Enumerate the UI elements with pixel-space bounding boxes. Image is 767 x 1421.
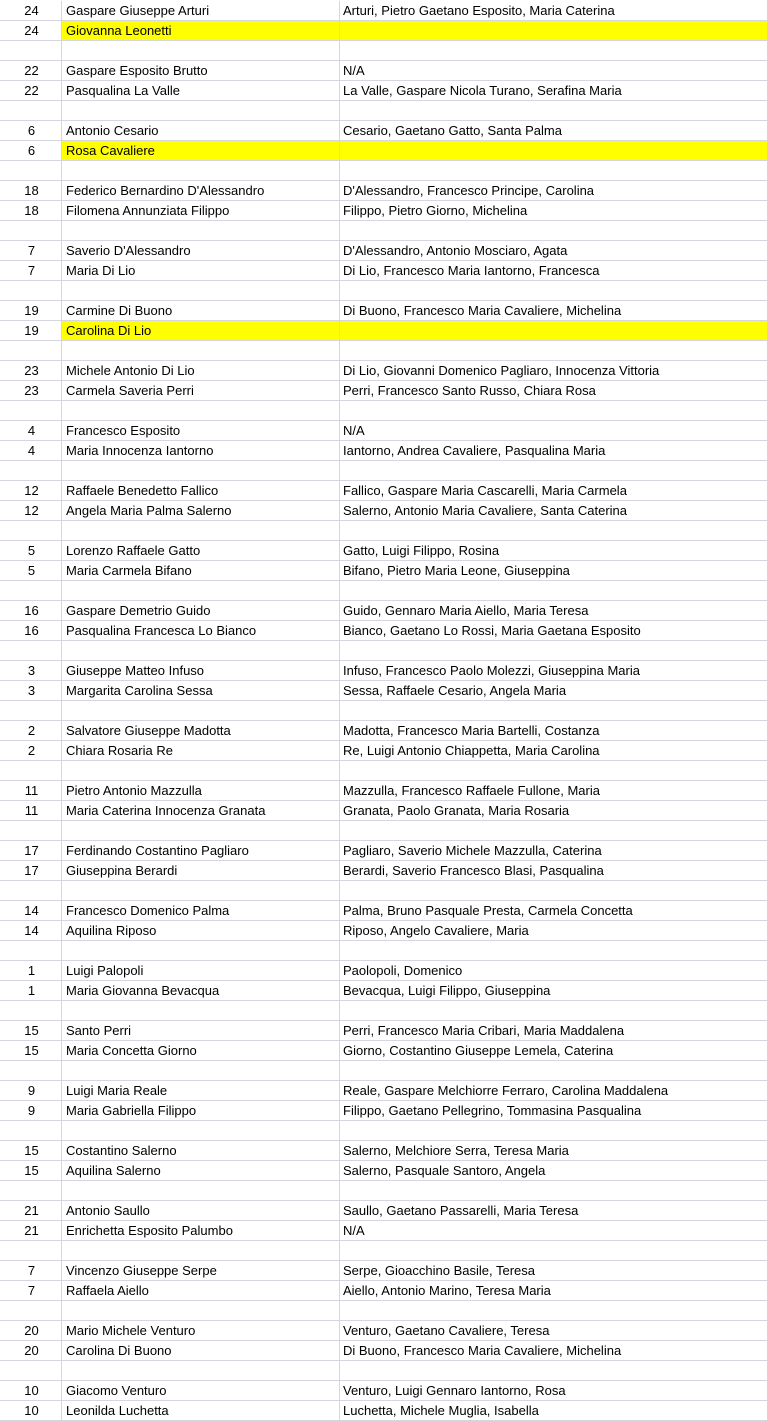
blank-row <box>0 1181 767 1201</box>
number-cell[interactable]: 18 <box>0 181 62 200</box>
table-row <box>0 1021 767 1041</box>
name-cell[interactable]: Aquilina Riposo <box>62 921 340 940</box>
parents-cell[interactable] <box>340 1061 767 1080</box>
parents-cell[interactable]: Venturo, Gaetano Cavaliere, Teresa <box>343 1323 550 1338</box>
name-cell[interactable] <box>62 161 340 180</box>
table-row <box>0 1381 767 1401</box>
name-cell[interactable]: Chiara Rosaria Re <box>62 741 340 760</box>
parents-cell[interactable]: N/A <box>343 63 365 78</box>
name-cell[interactable]: Pietro Antonio Mazzulla <box>62 781 340 800</box>
number-cell[interactable]: 11 <box>0 801 62 820</box>
parents-cell[interactable]: Di Buono, Francesco Maria Cavaliere, Michelina <box>343 303 622 318</box>
name-cell[interactable]: Maria Innocenza Iantorno <box>62 441 340 460</box>
name-cell[interactable]: Giovanna Leonetti <box>62 21 340 40</box>
name-cell[interactable]: Gaspare Esposito Brutto <box>62 61 340 80</box>
table-row <box>0 661 767 681</box>
number-cell[interactable]: 21 <box>0 1221 62 1240</box>
number-cell[interactable]: 3 <box>0 661 62 680</box>
parents-cell[interactable]: Berardi, Saverio Francesco Blasi, Pasqualina <box>343 863 604 878</box>
name-cell[interactable]: Ferdinando Costantino Pagliaro <box>62 841 340 860</box>
number-cell[interactable]: 15 <box>0 1021 62 1040</box>
name-cell[interactable]: Luigi Palopoli <box>62 961 340 980</box>
name-cell[interactable]: Francesco Esposito <box>62 421 340 440</box>
blank-row <box>0 521 767 541</box>
number-cell[interactable]: 4 <box>0 421 62 440</box>
parents-cell[interactable] <box>340 701 767 720</box>
number-cell[interactable]: 5 <box>0 541 62 560</box>
table-row <box>0 201 767 221</box>
blank-row <box>0 341 767 361</box>
table-row <box>0 921 767 941</box>
name-cell[interactable]: Francesco Domenico Palma <box>62 901 340 920</box>
name-cell[interactable]: Maria Caterina Innocenza Granata <box>62 801 340 820</box>
name-cell[interactable] <box>62 761 340 780</box>
number-cell[interactable]: 16 <box>0 601 62 620</box>
number-cell[interactable]: 24 <box>0 1 62 20</box>
number-cell[interactable] <box>0 521 62 540</box>
number-cell[interactable] <box>0 821 62 840</box>
parents-cell[interactable]: Granata, Paolo Granata, Maria Rosaria <box>343 803 570 818</box>
parents-cell[interactable]: Filippo, Gaetano Pellegrino, Tommasina Pasqualina <box>343 1103 642 1118</box>
table-row <box>0 721 767 741</box>
table-row <box>0 901 767 921</box>
number-cell[interactable]: 22 <box>0 81 62 100</box>
number-cell[interactable]: 11 <box>0 781 62 800</box>
name-cell[interactable]: Gaspare Giuseppe Arturi <box>62 1 340 20</box>
number-cell[interactable] <box>0 401 62 420</box>
table-row <box>0 361 767 381</box>
blank-row <box>0 1301 767 1321</box>
name-cell[interactable]: Maria Giovanna Bevacqua <box>62 981 340 1000</box>
name-cell[interactable]: Gaspare Demetrio Guido <box>62 601 340 620</box>
name-cell[interactable] <box>62 881 340 900</box>
name-cell[interactable]: Luigi Maria Reale <box>62 1081 340 1100</box>
name-cell[interactable]: Costantino Salerno <box>62 1141 340 1160</box>
parents-cell[interactable] <box>340 281 767 300</box>
number-cell[interactable]: 7 <box>0 241 62 260</box>
blank-row <box>0 1121 767 1141</box>
table-row <box>0 1101 767 1121</box>
number-cell[interactable]: 18 <box>0 201 62 220</box>
parents-cell[interactable] <box>340 341 767 360</box>
number-cell[interactable]: 19 <box>0 321 62 340</box>
name-cell[interactable] <box>62 941 340 960</box>
number-cell[interactable]: 14 <box>0 921 62 940</box>
parents-cell[interactable]: Arturi, Pietro Gaetano Esposito, Maria Caterina <box>343 3 615 18</box>
number-cell[interactable]: 1 <box>0 961 62 980</box>
parents-cell[interactable]: Salerno, Pasquale Santoro, Angela <box>343 1163 546 1178</box>
name-cell[interactable] <box>62 1121 340 1140</box>
name-cell[interactable] <box>62 101 340 120</box>
table-row <box>0 561 767 581</box>
name-cell[interactable] <box>62 221 340 240</box>
table-row <box>0 241 767 261</box>
parents-cell[interactable]: Guido, Gennaro Maria Aiello, Maria Teresa <box>343 603 589 618</box>
parents-cell[interactable]: Pagliaro, Saverio Michele Mazzulla, Caterina <box>343 843 602 858</box>
number-cell[interactable]: 15 <box>0 1141 62 1160</box>
name-cell[interactable] <box>62 701 340 720</box>
table-row <box>0 1161 767 1181</box>
number-cell[interactable]: 1 <box>0 981 62 1000</box>
number-cell[interactable] <box>0 701 62 720</box>
name-cell[interactable] <box>62 461 340 480</box>
name-cell[interactable]: Mario Michele Venturo <box>62 1321 340 1340</box>
parents-cell[interactable]: Perri, Francesco Maria Cribari, Maria Maddalena <box>343 1023 625 1038</box>
table-row <box>0 121 767 141</box>
name-cell[interactable]: Raffaela Aiello <box>62 1281 340 1300</box>
parents-cell[interactable]: Bianco, Gaetano Lo Rossi, Maria Gaetana Esposito <box>343 623 641 638</box>
parents-cell[interactable]: D'Alessandro, Antonio Mosciaro, Agata <box>343 243 568 258</box>
number-cell[interactable]: 24 <box>0 21 62 40</box>
blank-row <box>0 161 767 181</box>
blank-row <box>0 1001 767 1021</box>
number-cell[interactable]: 20 <box>0 1341 62 1360</box>
parents-cell[interactable] <box>340 461 767 480</box>
highlighted-row <box>0 321 767 341</box>
name-cell[interactable]: Aquilina Salerno <box>62 1161 340 1180</box>
number-cell[interactable]: 16 <box>0 621 62 640</box>
parents-cell[interactable]: Infuso, Francesco Paolo Molezzi, Giuseppina Maria <box>343 663 640 678</box>
name-cell[interactable]: Filomena Annunziata Filippo <box>62 201 340 220</box>
highlighted-row <box>0 141 767 161</box>
blank-row <box>0 221 767 241</box>
name-cell[interactable] <box>62 41 340 60</box>
parents-cell[interactable]: N/A <box>343 423 365 438</box>
blank-row <box>0 1061 767 1081</box>
name-cell[interactable]: Maria Di Lio <box>62 261 340 280</box>
number-cell[interactable] <box>0 1301 62 1320</box>
parents-cell[interactable]: Bevacqua, Luigi Filippo, Giuseppina <box>343 983 551 998</box>
number-cell[interactable]: 23 <box>0 381 62 400</box>
name-cell[interactable]: Carmine Di Buono <box>62 301 340 320</box>
name-cell[interactable]: Michele Antonio Di Lio <box>62 361 340 380</box>
parents-cell[interactable]: Salerno, Antonio Maria Cavaliere, Santa Caterina <box>343 503 627 518</box>
name-cell[interactable]: Giuseppe Matteo Infuso <box>62 661 340 680</box>
number-cell[interactable] <box>0 1361 62 1380</box>
table-row <box>0 441 767 461</box>
table-row <box>0 1201 767 1221</box>
number-cell[interactable]: 7 <box>0 261 62 280</box>
blank-row <box>0 1241 767 1261</box>
name-cell[interactable]: Margarita Carolina Sessa <box>62 681 340 700</box>
number-cell[interactable] <box>0 281 62 300</box>
parents-cell[interactable] <box>340 321 767 340</box>
parents-cell[interactable]: La Valle, Gaspare Nicola Turano, Serafina Maria <box>343 83 622 98</box>
table-row <box>0 861 767 881</box>
name-cell[interactable]: Saverio D'Alessandro <box>62 241 340 260</box>
name-cell[interactable] <box>62 581 340 600</box>
parents-cell[interactable]: Reale, Gaspare Melchiorre Ferraro, Carolina Maddalena <box>343 1083 669 1098</box>
parents-cell[interactable]: Salerno, Melchiore Serra, Teresa Maria <box>343 1143 569 1158</box>
name-cell[interactable] <box>62 641 340 660</box>
number-cell[interactable] <box>0 221 62 240</box>
table-row <box>0 741 767 761</box>
table-row <box>0 1141 767 1161</box>
table-row <box>0 1221 767 1241</box>
number-cell[interactable] <box>0 1061 62 1080</box>
spreadsheet-grid <box>0 1 767 1421</box>
name-cell[interactable]: Pasqualina La Valle <box>62 81 340 100</box>
parents-cell[interactable] <box>340 21 767 40</box>
number-cell[interactable]: 9 <box>0 1101 62 1120</box>
parents-cell[interactable]: Madotta, Francesco Maria Bartelli, Costanza <box>343 723 600 738</box>
blank-row <box>0 761 767 781</box>
table-row <box>0 841 767 861</box>
name-cell[interactable]: Maria Carmela Bifano <box>62 561 340 580</box>
number-cell[interactable] <box>0 161 62 180</box>
parents-cell[interactable]: Mazzulla, Francesco Raffaele Fullone, Maria <box>343 783 600 798</box>
number-cell[interactable] <box>0 461 62 480</box>
number-cell[interactable]: 2 <box>0 741 62 760</box>
name-cell[interactable]: Leonilda Luchetta <box>62 1401 340 1420</box>
parents-cell[interactable]: Di Lio, Giovanni Domenico Pagliaro, Innocenza Vittoria <box>343 363 660 378</box>
name-cell[interactable]: Giuseppina Berardi <box>62 861 340 880</box>
parents-cell[interactable]: Iantorno, Andrea Cavaliere, Pasqualina Maria <box>343 443 606 458</box>
name-cell[interactable]: Carolina Di Lio <box>62 321 340 340</box>
parents-cell[interactable] <box>340 881 767 900</box>
table-row <box>0 781 767 801</box>
table-row <box>0 61 767 81</box>
number-cell[interactable] <box>0 1001 62 1020</box>
number-cell[interactable]: 17 <box>0 841 62 860</box>
table-row <box>0 501 767 521</box>
parents-cell[interactable]: Paolopoli, Domenico <box>343 963 463 978</box>
parents-cell[interactable]: Re, Luigi Antonio Chiappetta, Maria Carolina <box>343 743 600 758</box>
blank-row <box>0 581 767 601</box>
parents-cell[interactable] <box>340 521 767 540</box>
number-cell[interactable]: 10 <box>0 1401 62 1420</box>
parents-cell[interactable]: N/A <box>343 1223 365 1238</box>
parents-cell[interactable] <box>340 641 767 660</box>
name-cell[interactable] <box>62 341 340 360</box>
name-cell[interactable] <box>62 1241 340 1260</box>
blank-row <box>0 701 767 721</box>
blank-row <box>0 101 767 121</box>
number-cell[interactable]: 12 <box>0 501 62 520</box>
parents-cell[interactable] <box>340 101 767 120</box>
parents-cell[interactable]: Aiello, Antonio Marino, Teresa Maria <box>343 1283 551 1298</box>
number-cell[interactable]: 19 <box>0 301 62 320</box>
blank-row <box>0 941 767 961</box>
number-cell[interactable]: 23 <box>0 361 62 380</box>
number-cell[interactable]: 7 <box>0 1281 62 1300</box>
table-row <box>0 421 767 441</box>
table-row <box>0 801 767 821</box>
number-cell[interactable] <box>0 641 62 660</box>
name-cell[interactable]: Maria Concetta Giorno <box>62 1041 340 1060</box>
parents-cell[interactable] <box>340 821 767 840</box>
blank-row <box>0 1361 767 1381</box>
parents-cell[interactable] <box>340 1001 767 1020</box>
number-cell[interactable]: 3 <box>0 681 62 700</box>
name-cell[interactable]: Salvatore Giuseppe Madotta <box>62 721 340 740</box>
name-cell[interactable] <box>62 1301 340 1320</box>
table-row <box>0 301 767 321</box>
number-cell[interactable] <box>0 761 62 780</box>
name-cell[interactable]: Maria Gabriella Filippo <box>62 1101 340 1120</box>
parents-cell[interactable] <box>340 761 767 780</box>
parents-cell[interactable] <box>340 1361 767 1380</box>
name-cell[interactable] <box>62 821 340 840</box>
number-cell[interactable]: 5 <box>0 561 62 580</box>
number-cell[interactable]: 15 <box>0 1041 62 1060</box>
parents-cell[interactable] <box>340 581 767 600</box>
number-cell[interactable]: 15 <box>0 1161 62 1180</box>
parents-cell[interactable]: Di Lio, Francesco Maria Iantorno, Francesca <box>343 263 600 278</box>
table-row <box>0 1041 767 1061</box>
name-cell[interactable]: Pasqualina Francesca Lo Bianco <box>62 621 340 640</box>
table-row <box>0 381 767 401</box>
number-cell[interactable]: 12 <box>0 481 62 500</box>
name-cell[interactable]: Giacomo Venturo <box>62 1381 340 1400</box>
table-row <box>0 621 767 641</box>
number-cell[interactable] <box>0 1121 62 1140</box>
parents-cell[interactable]: Bifano, Pietro Maria Leone, Giuseppina <box>343 563 570 578</box>
name-cell[interactable] <box>62 1181 340 1200</box>
parents-cell[interactable] <box>340 1241 767 1260</box>
name-cell[interactable] <box>62 1361 340 1380</box>
name-cell[interactable]: Antonio Saullo <box>62 1201 340 1220</box>
name-cell[interactable]: Santo Perri <box>62 1021 340 1040</box>
name-cell[interactable]: Antonio Cesario <box>62 121 340 140</box>
number-cell[interactable]: 2 <box>0 721 62 740</box>
parents-cell[interactable]: D'Alessandro, Francesco Principe, Carolina <box>343 183 595 198</box>
name-cell[interactable] <box>62 1061 340 1080</box>
highlighted-row <box>0 21 767 41</box>
number-cell[interactable]: 20 <box>0 1321 62 1340</box>
table-row <box>0 1081 767 1101</box>
name-cell[interactable]: Rosa Cavaliere <box>62 141 340 160</box>
name-cell[interactable]: Enrichetta Esposito Palumbo <box>62 1221 340 1240</box>
table-row <box>0 601 767 621</box>
parents-cell[interactable]: Di Buono, Francesco Maria Cavaliere, Michelina <box>343 1343 622 1358</box>
parents-cell[interactable] <box>340 1121 767 1140</box>
number-cell[interactable] <box>0 41 62 60</box>
parents-cell[interactable] <box>340 161 767 180</box>
parents-cell[interactable]: Venturo, Luigi Gennaro Iantorno, Rosa <box>343 1383 566 1398</box>
blank-row <box>0 281 767 301</box>
blank-row <box>0 41 767 61</box>
number-cell[interactable]: 9 <box>0 1081 62 1100</box>
parents-cell[interactable] <box>340 221 767 240</box>
name-cell[interactable] <box>62 521 340 540</box>
parents-cell[interactable]: Cesario, Gaetano Gatto, Santa Palma <box>343 123 562 138</box>
name-cell[interactable] <box>62 1001 340 1020</box>
parents-cell[interactable]: Sessa, Raffaele Cesario, Angela Maria <box>343 683 567 698</box>
parents-cell[interactable]: Saullo, Gaetano Passarelli, Maria Teresa <box>343 1203 579 1218</box>
number-cell[interactable]: 21 <box>0 1201 62 1220</box>
parents-cell[interactable] <box>340 401 767 420</box>
name-cell[interactable] <box>62 281 340 300</box>
name-cell[interactable]: Angela Maria Palma Salerno <box>62 501 340 520</box>
blank-row <box>0 881 767 901</box>
number-cell[interactable]: 6 <box>0 121 62 140</box>
number-cell[interactable]: 4 <box>0 441 62 460</box>
parents-cell[interactable]: Perri, Francesco Santo Russo, Chiara Rosa <box>343 383 596 398</box>
parents-cell[interactable] <box>340 41 767 60</box>
parents-cell[interactable]: Gatto, Luigi Filippo, Rosina <box>343 543 500 558</box>
number-cell[interactable] <box>0 1241 62 1260</box>
parents-cell[interactable]: Serpe, Gioacchino Basile, Teresa <box>343 1263 535 1278</box>
name-cell[interactable]: Federico Bernardino D'Alessandro <box>62 181 340 200</box>
name-cell[interactable]: Lorenzo Raffaele Gatto <box>62 541 340 560</box>
parents-cell[interactable] <box>340 1181 767 1200</box>
number-cell[interactable] <box>0 881 62 900</box>
table-row <box>0 1261 767 1281</box>
name-cell[interactable] <box>62 401 340 420</box>
blank-row <box>0 641 767 661</box>
parents-cell[interactable] <box>340 141 767 160</box>
table-row <box>0 981 767 1001</box>
parents-cell[interactable] <box>340 1301 767 1320</box>
table-row <box>0 1 767 21</box>
table-row <box>0 541 767 561</box>
parents-cell[interactable]: Giorno, Costantino Giuseppe Lemela, Caterina <box>343 1043 614 1058</box>
name-cell[interactable]: Vincenzo Giuseppe Serpe <box>62 1261 340 1280</box>
blank-row <box>0 401 767 421</box>
number-cell[interactable] <box>0 1181 62 1200</box>
number-cell[interactable]: 10 <box>0 1381 62 1400</box>
parents-cell[interactable]: Riposo, Angelo Cavaliere, Maria <box>343 923 529 938</box>
parents-cell[interactable]: Filippo, Pietro Giorno, Michelina <box>343 203 528 218</box>
number-cell[interactable]: 17 <box>0 861 62 880</box>
number-cell[interactable]: 14 <box>0 901 62 920</box>
parents-cell[interactable]: Palma, Bruno Pasquale Presta, Carmela Concetta <box>343 903 633 918</box>
name-cell[interactable]: Carolina Di Buono <box>62 1341 340 1360</box>
name-cell[interactable]: Carmela Saveria Perri <box>62 381 340 400</box>
number-cell[interactable] <box>0 341 62 360</box>
blank-row <box>0 461 767 481</box>
number-cell[interactable] <box>0 941 62 960</box>
table-row <box>0 1341 767 1361</box>
number-cell[interactable]: 7 <box>0 1261 62 1280</box>
number-cell[interactable]: 22 <box>0 61 62 80</box>
number-cell[interactable] <box>0 101 62 120</box>
table-row <box>0 481 767 501</box>
parents-cell[interactable]: Fallico, Gaspare Maria Cascarelli, Maria Carmela <box>343 483 627 498</box>
parents-cell[interactable]: Luchetta, Michele Muglia, Isabella <box>343 1403 539 1418</box>
table-row <box>0 1401 767 1421</box>
number-cell[interactable]: 6 <box>0 141 62 160</box>
table-row <box>0 181 767 201</box>
name-cell[interactable]: Raffaele Benedetto Fallico <box>62 481 340 500</box>
blank-row <box>0 821 767 841</box>
table-row <box>0 261 767 281</box>
table-row <box>0 1281 767 1301</box>
number-cell[interactable] <box>0 581 62 600</box>
table-row <box>0 81 767 101</box>
table-row <box>0 681 767 701</box>
table-row <box>0 1321 767 1341</box>
table-row <box>0 961 767 981</box>
parents-cell[interactable] <box>340 941 767 960</box>
